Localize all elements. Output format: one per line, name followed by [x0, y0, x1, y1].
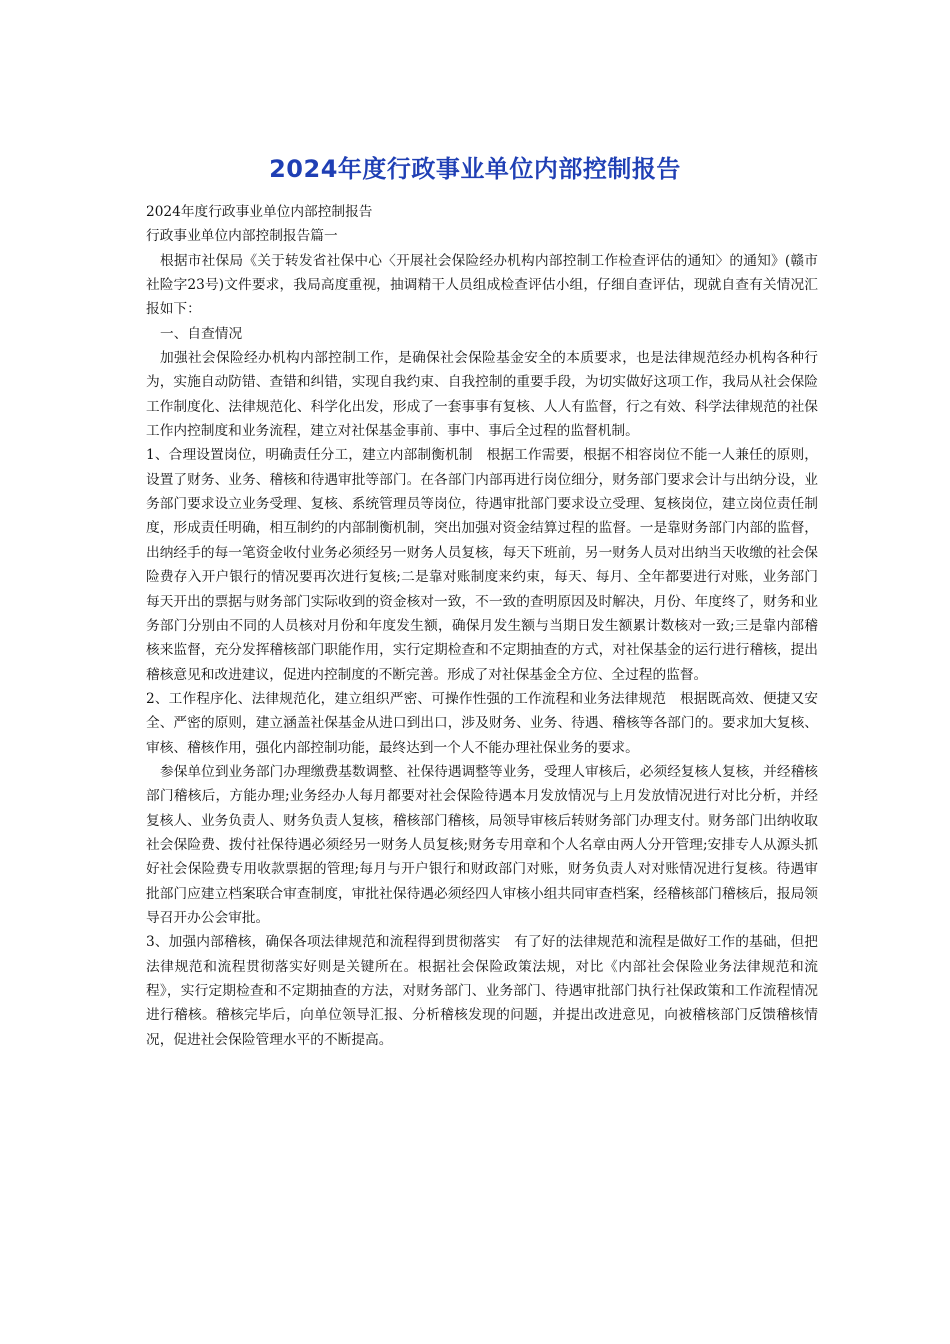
heading-self-check: 一、自查情况 — [160, 325, 243, 342]
document-title: 2024年度行政事业单位内部控制报告 — [269, 155, 681, 184]
paragraph-item-3: 3、加强内部稽核，确保各项法律规范和流程得到贯彻落实 有了好的法律规范和流程是做好工作的基础，但把法律规范和流程贯彻落实好则是关键所在。根据社会保险政策法规，对比《内部社会保险业务法律规范和流程》，实行定期检查和不定期抽查的方法，对财务部门、业务部门、待遇审批部门执行社保政策和工作流程情况进行稽核。稽核完毕后，向单位领导汇报、分析稽核发现的问题，并提出改进意见，向被稽核部门反馈稽核情况，促进社会保险管理水平的不断提高。 — [146, 934, 818, 1048]
paragraph-overview: 加强社会保险经办机构内部控制工作，是确保社会保险基金安全的本质要求，也是法律规范经办机构各种行为，实施自动防错、查错和纠错，实现自我约束、自我控制的重要手段，为切实做好这项工作，我局从社会保险工作制度化、法律规范化、科学化出发，形成了一套事事有复核、人人有监督，行之有效、科学法律规范的社保工作内控制度和业务流程，建立对社保基金事前、事中、事后全过程的监督机制。 — [146, 350, 818, 440]
document-body — [146, 200, 818, 1052]
paragraph-procedure: 参保单位到业务部门办理缴费基数调整、社保待遇调整等业务，受理人审核后，必须经复核人复核，并经稽核部门稽核后，方能办理;业务经办人每月都要对社会保险待遇本月发放情况与上月发放情况进行对比分析，并经复核人、业务负责人、财务负责人复核，稽核部门稽核，局领导审核后转财务部门办理支付。财务部门出纳收取社会保险费、拨付社保待遇必须经另一财务人员复核;财务专用章和个人名章由两人分开管理;安排专人从源头抓好社会保险费专用收款票据的管理;每月与开户银行和财政部门对账，财务负责人对对账情况进行复核。待遇审批部门应建立档案联合审查制度，审批社保待遇必须经四人审核小组共同审查档案，经稽核部门稽核后，报局领导召开办公会审批。 — [146, 763, 818, 926]
paragraph-item-2: 2、工作程序化、法律规范化，建立组织严密、可操作性强的工作流程和业务法律规范 根据既高效、便捷又安全、严密的原则，建立涵盖社保基金从进口到出口，涉及财务、业务、待遇、稽核等各部门的。要求加大复核、审核、稽核作用，强化内部控制功能，最终达到一个人不能办理社保业务的要求。 — [146, 690, 818, 756]
section-heading: 行政事业单位内部控制报告篇一 — [146, 228, 338, 245]
paragraph-intro: 根据市社保局《关于转发省社保中心〈开展社会保险经办机构内部控制工作检查评估的通知〉的通知》(赣市社险字23号)文件要求，我局高度重视，抽调精干人员组成检查评估小组，仔细自查评估，现就自查有关情况汇报如下： — [146, 252, 818, 318]
document-subtitle: 2024年度行政事业单位内部控制报告 — [146, 204, 373, 220]
paragraph-item-1: 1、合理设置岗位，明确责任分工，建立内部制衡机制 根据工作需要，根据不相容岗位不能一人兼任的原则，设置了财务、业务、稽核和待遇审批等部门。在各部门内部再进行岗位细分，财务部门要求会计与出纳分设，业务部门要求设立业务受理、复核、系统管理员等岗位，待遇审批部门要求设立受理、复核岗位，建立岗位责任制度，形成责任明确，相互制约的内部制衡机制，突出加强对资金结算过程的监督。一是靠财务部门内部的监督，出纳经手的每一笔资金收付业务必须经另一财务人员复核，每天下班前，另一财务人员对出纳当天收缴的社会保险费存入开户银行的情况要再次进行复核;二是靠对账制度来约束，每天、每月、全年都要进行对账，业务部门每天开出的票据与财务部门实际收到的资金核对一致，不一致的查明原因及时解决，月份、年度终了，财务和业务部门分别由不同的人员核对月份和年度发生额，确保月发生额与当期日发生额累计数核对一致;三是靠内部稽核来监督，充分发挥稽核部门职能作用，实行定期检查和不定期抽查的方式，对社保基金的运行进行稽核，提出稽核意见和改进建议，促进内控制度的不断完善。形成了对社保基金全方位、全过程的监督。 — [146, 447, 818, 683]
